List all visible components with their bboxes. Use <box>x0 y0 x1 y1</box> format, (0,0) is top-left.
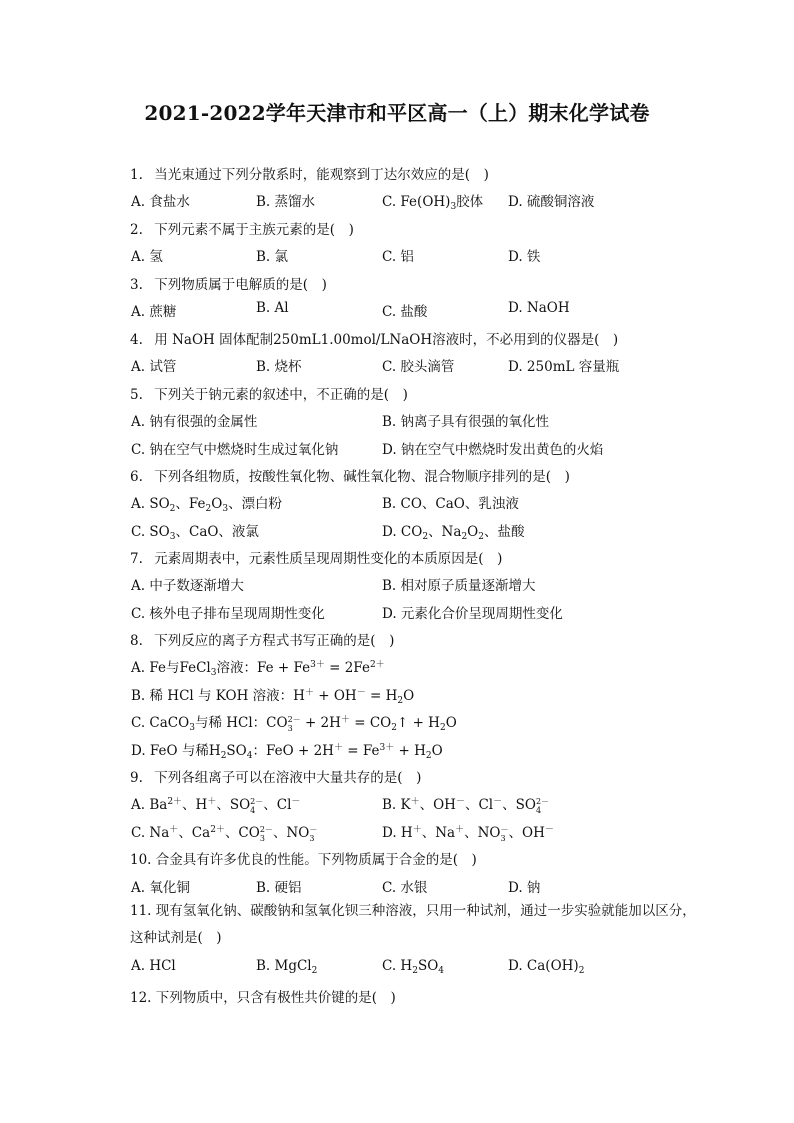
option-c: C. Na＋、$Ca^{2+}$、CO 2－ 3 、NO － 3 <box>131 824 318 843</box>
option-a: A. 试管 <box>131 359 177 375</box>
option-c: C. 铝 <box>382 249 414 265</box>
option-b: B. 钠离子具有很强的氧化性 <box>382 414 550 430</box>
option-b: B. MgCl$_2$ <box>256 958 318 976</box>
option-a: A. 氧化铜 <box>131 880 190 896</box>
option-c: C. 钠在空气中燃烧时生成过氧化钠 <box>131 442 339 458</box>
option-b: B. K＋、OH－、Cl－、SO 2－ 4 <box>382 796 550 815</box>
option-d: D. NaOH <box>508 300 570 316</box>
option-b: B. 稀 HCl 与 KOH 溶液：$H^+ + OH^- = H_2O$ <box>131 688 415 706</box>
question-number: 7. <box>130 551 143 567</box>
options-2 <box>131 245 731 265</box>
options-1 <box>131 190 731 210</box>
option-d: D. 铁 <box>508 249 541 265</box>
option-d: D. 250mL 容量瓶 <box>508 359 620 375</box>
option-c: C. $SO_3$、CaO、液氯 <box>131 524 259 542</box>
option-b: B. 相对原子质量逐渐增大 <box>382 578 536 594</box>
question-number: 2. <box>130 222 143 238</box>
question-text: 当光束通过下列分散系时，能观察到丁达尔效应的是( ) <box>154 167 489 183</box>
options-7-row2 <box>131 602 731 622</box>
question-5 <box>130 383 408 403</box>
question-number: 12. <box>130 990 152 1006</box>
option-d: D. 元素化合价呈现周期性变化 <box>382 606 563 622</box>
question-text: 合金具有许多优良的性能。下列物质属于合金的是( ) <box>155 852 477 868</box>
options-10 <box>131 876 731 896</box>
question-text: 下列各组离子可以在溶液中大量共存的是( ) <box>154 770 422 786</box>
question-10 <box>130 848 477 868</box>
question-text: 下列反应的离子方程式书写正确的是( ) <box>154 633 395 649</box>
question-7 <box>130 547 502 567</box>
page-title: 2021-2022学年天津市和平区高一（上）期末化学试卷 <box>144 101 650 125</box>
option-b: B. 烧杯 <box>256 359 302 375</box>
option-a: A. 食盐水 <box>131 194 190 210</box>
option-c: C. $Fe(OH)_3$胶体 <box>382 194 484 212</box>
question-number: 4. <box>130 332 143 348</box>
question-number: 10. <box>130 852 152 868</box>
option-c: C. 胶头滴管 <box>382 359 455 375</box>
question-12 <box>130 986 396 1006</box>
option-d: D. FeO 与稀$H_2SO_4$：FeO + $2H^+ = Fe^{3+} + H_2O$ <box>131 743 443 761</box>
option-c: C. 核外电子排布呈现周期性变化 <box>131 606 325 622</box>
options-9-row1 <box>131 793 731 813</box>
option-a: A. 蔗糖 <box>131 304 177 320</box>
option-a: A. 氢 <box>131 249 163 265</box>
options-5-row1 <box>131 410 731 430</box>
question-11 <box>130 898 700 952</box>
question-number: 3. <box>130 277 143 293</box>
question-number: 6. <box>130 469 143 485</box>
question-text: 下列物质属于电解质的是( ) <box>154 277 327 293</box>
question-text: 下列各组物质，按酸性氧化物、碱性氧化物、混合物顺序排列的是( ) <box>154 469 570 485</box>
options-11 <box>131 958 731 978</box>
question-number: 9. <box>130 770 143 786</box>
option-d: D. 钠 <box>508 880 541 896</box>
question-text: 用 NaOH 固体配制250mL1.00mol/LNaOH溶液时，不必用到的仪器是( ) <box>154 332 619 348</box>
options-7-row1 <box>131 574 731 594</box>
options-6-row1 <box>131 492 731 512</box>
question-text: 元素周期表中，元素性质呈现周期性变化的本质原因是( ) <box>154 551 503 567</box>
question-text: 下列关于钠元素的叙述中，不正确的是( ) <box>154 387 408 403</box>
option-d: D. 硫酸铜溶液 <box>508 194 595 210</box>
option-d: D. $CO_2$、$Na_2O_2$、盐酸 <box>382 524 525 542</box>
question-2 <box>130 218 354 238</box>
option-c: C. 水银 <box>382 880 428 896</box>
option-b: B. 蒸馏水 <box>256 194 316 210</box>
option-c: C. $H_2SO_4$ <box>382 958 445 976</box>
question-9 <box>130 766 421 786</box>
question-number: 8. <box>130 633 143 649</box>
option-c: C. 盐酸 <box>382 304 428 320</box>
option-d: D. H＋、Na＋、NO － 3 、OH－ <box>382 824 554 843</box>
question-text: 下列物质中，只含有极性共价键的是( ) <box>155 990 396 1006</box>
option-b: B. 氯 <box>256 249 289 265</box>
options-4 <box>131 355 731 375</box>
question-number: 1. <box>130 167 143 183</box>
option-b: B. CO、CaO、乳浊液 <box>382 496 519 512</box>
option-a: A. Fe与FeCl$_3$溶液：$Fe + Fe^{3+} = 2Fe^{2+}$ <box>131 660 385 678</box>
option-b: B. 硬铝 <box>256 880 302 896</box>
option-a: A. 中子数逐渐增大 <box>131 578 244 594</box>
question-6 <box>130 465 570 485</box>
options-3 <box>131 300 731 320</box>
question-8 <box>130 629 394 649</box>
option-b: B. Al <box>256 300 289 316</box>
options-6-row2 <box>131 520 731 540</box>
question-4 <box>130 328 618 348</box>
option-d: D. 钠在空气中燃烧时发出黄色的火焰 <box>382 442 604 458</box>
question-1 <box>130 163 489 183</box>
question-3 <box>130 273 327 293</box>
options-9-row2 <box>131 821 731 841</box>
option-a: A. HCl <box>131 958 176 974</box>
question-text: 下列元素不属于主族元素的是( ) <box>154 222 354 238</box>
option-a: A. 钠有很强的金属性 <box>131 414 258 430</box>
question-number: 5. <box>130 387 143 403</box>
question-number: 11. <box>130 903 152 919</box>
option-a: A. $SO_2$、$Fe_2O_3$、漂白粉 <box>131 496 283 514</box>
option-c: C. CaCO$_3$与稀 HCl：CO 2－ 3 + $2H^+ = CO_2↑ + H_2O$ <box>131 714 457 733</box>
question-text: 现有氢氧化钠、碳酸钠和氢氧化钡三种溶液，只用一种试剂，通过一步实验就能加以区分，这种试剂是( ) <box>130 903 696 946</box>
option-a: A. $Ba^{2+}$、H＋、SO 2－ 4 、Cl－ <box>131 796 301 815</box>
options-5-row2 <box>131 438 731 458</box>
option-d: D. $Ca(OH)_2$ <box>508 958 585 976</box>
